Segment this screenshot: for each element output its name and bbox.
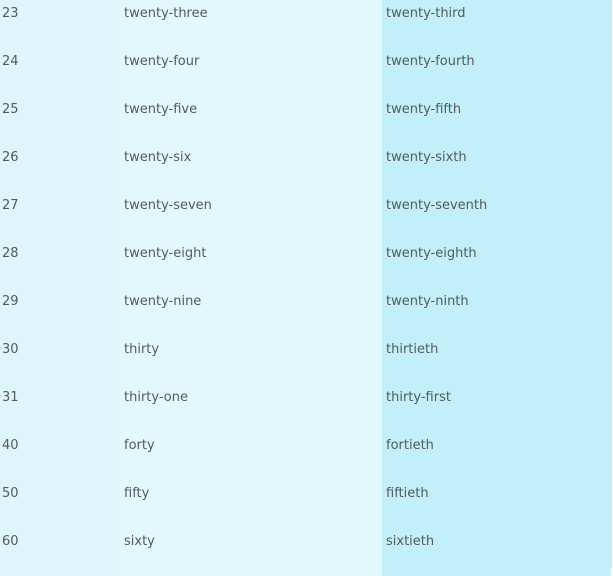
number-cell: 40 (2, 438, 19, 453)
ordinal-cell: twenty-sixth (386, 150, 467, 165)
ordinal-cell: sixtieth (386, 534, 435, 549)
cardinal-cell: twenty-six (124, 150, 192, 165)
ordinal-cell: thirty-first (386, 390, 451, 405)
cardinal-cell: twenty-three (124, 6, 208, 21)
number-cell: 29 (2, 294, 19, 309)
ordinal-cell: twenty-seventh (386, 198, 488, 213)
number-cell: 26 (2, 150, 19, 165)
cardinal-cell: fifty (124, 486, 150, 501)
ordinal-cell: fortieth (386, 438, 434, 453)
cardinal-cell: twenty-eight (124, 246, 207, 261)
ordinal-cell: thirtieth (386, 342, 439, 357)
cardinal-column (119, 0, 382, 576)
number-cell: 25 (2, 102, 19, 117)
ordinal-cell: twenty-third (386, 6, 466, 21)
number-cell: 60 (2, 534, 19, 549)
number-cell: 23 (2, 6, 19, 21)
ordinal-cell: twenty-eighth (386, 246, 477, 261)
number-cell: 30 (2, 342, 19, 357)
cardinal-cell: sixty (124, 534, 155, 549)
cardinal-cell: thirty (124, 342, 160, 357)
cardinal-cell: twenty-seven (124, 198, 212, 213)
cardinal-cell: twenty-four (124, 54, 200, 69)
number-cell: 27 (2, 198, 19, 213)
cardinal-cell: twenty-nine (124, 294, 202, 309)
ordinal-cell: twenty-fifth (386, 102, 462, 117)
ordinal-cell: fiftieth (386, 486, 429, 501)
cardinal-cell: forty (124, 438, 155, 453)
ordinal-cell: twenty-ninth (386, 294, 469, 309)
number-cell: 24 (2, 54, 19, 69)
number-column (0, 0, 119, 576)
cardinal-cell: thirty-one (124, 390, 188, 405)
ordinal-cell: twenty-fourth (386, 54, 475, 69)
number-cell: 28 (2, 246, 19, 261)
ordinal-column (382, 0, 611, 576)
number-cell: 50 (2, 486, 19, 501)
number-cell: 31 (2, 390, 19, 405)
cardinal-cell: twenty-five (124, 102, 198, 117)
